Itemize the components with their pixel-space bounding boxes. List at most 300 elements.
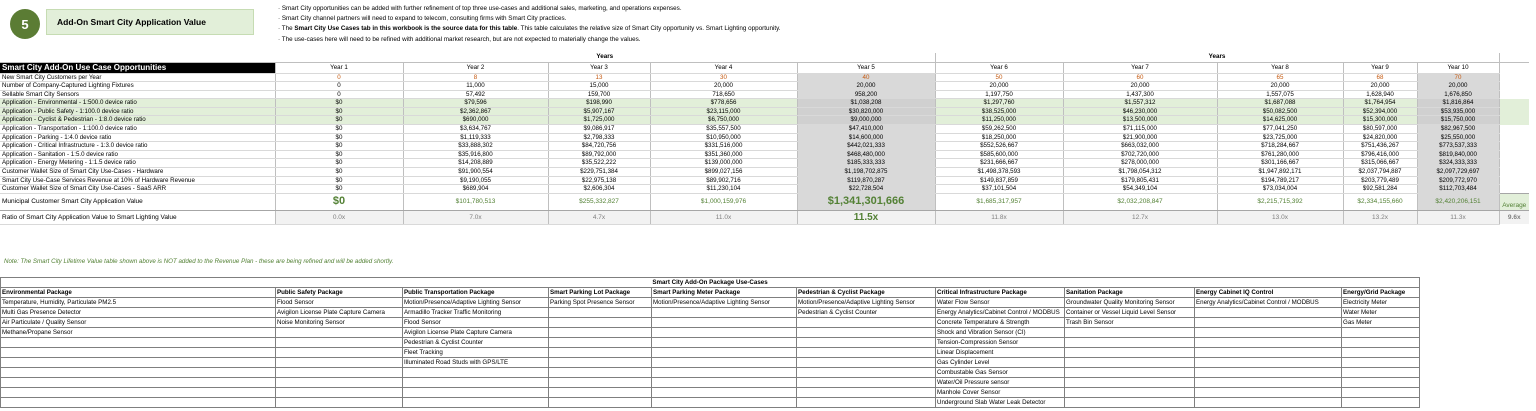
value-cell: $22,975,138 bbox=[548, 176, 650, 185]
package-item bbox=[1342, 398, 1420, 408]
value-cell: $18,250,000 bbox=[935, 133, 1063, 142]
package-item bbox=[797, 388, 936, 398]
package-row bbox=[1, 328, 1420, 338]
package-header: Critical Infrastructure Package bbox=[936, 288, 1065, 298]
value-cell: $0 bbox=[275, 142, 403, 151]
note-emphasis: Smart City Use Cases tab in this workbook is the source data for this table bbox=[294, 25, 518, 33]
package-item bbox=[1, 338, 276, 348]
value-cell: $1,764,954 bbox=[1343, 99, 1417, 108]
value-cell: $1,947,892,171 bbox=[1217, 168, 1343, 177]
value-cell: $0 bbox=[275, 176, 403, 185]
value-cell: $101,780,513 bbox=[403, 193, 548, 210]
package-item: Shock and Vibration Sensor (CI) bbox=[936, 328, 1065, 338]
value-cell: 0 bbox=[275, 90, 403, 99]
value-cell: $796,416,000 bbox=[1343, 150, 1417, 159]
package-item bbox=[797, 368, 936, 378]
value-cell: $751,436,267 bbox=[1343, 142, 1417, 151]
package-item bbox=[276, 378, 403, 388]
table-row bbox=[0, 73, 1529, 82]
package-row bbox=[1, 378, 1420, 388]
package-item bbox=[1065, 398, 1195, 408]
package-item: Flood Sensor bbox=[276, 298, 403, 308]
package-item bbox=[549, 348, 652, 358]
package-item: Container or Vessel Liquid Level Sensor bbox=[1065, 308, 1195, 318]
blank-cell bbox=[1499, 150, 1529, 159]
package-header: Pedestrian & Cyclist Package bbox=[797, 288, 936, 298]
note-text: · Smart City opportunities can be added with further refinement of top three use-cases and additional sales, marketing, and operations expenses. bbox=[278, 5, 682, 12]
value-cell: $30,820,000 bbox=[797, 107, 935, 116]
value-cell: $585,600,000 bbox=[935, 150, 1063, 159]
ratio-cell: 11.3x bbox=[1417, 210, 1499, 224]
years-group-header: Years bbox=[935, 53, 1499, 62]
package-item bbox=[1195, 368, 1342, 378]
row-label: Application - Sanitation - 1:5.0 device ratio bbox=[0, 150, 275, 159]
year-header: Year 2 bbox=[403, 62, 548, 73]
value-cell: $23,115,000 bbox=[650, 107, 797, 116]
ratio-cell: 13.2x bbox=[1343, 210, 1417, 224]
use-case-table bbox=[0, 53, 1529, 225]
package-item bbox=[1195, 378, 1342, 388]
value-cell: 20,000 bbox=[1217, 82, 1343, 91]
package-item bbox=[797, 338, 936, 348]
value-cell: $1,685,317,957 bbox=[935, 193, 1063, 210]
table-row bbox=[0, 176, 1529, 185]
package-item bbox=[276, 388, 403, 398]
revenue-plan-note: Note: The Smart City Lifetime Value table shown above is NOT added to the Revenue Plan - these are being refined and will be added shortly. bbox=[4, 258, 394, 265]
package-item: Avigilon License Plate Capture Camera bbox=[276, 308, 403, 318]
package-item bbox=[652, 328, 797, 338]
package-item bbox=[797, 348, 936, 358]
package-item: Water/Oil Pressure sensor bbox=[936, 378, 1065, 388]
value-cell: $2,362,867 bbox=[403, 107, 548, 116]
note-text: · Smart City channel partners will need to expand to telecom, consulting firms with Smart City practices. bbox=[278, 15, 567, 23]
blank-cell bbox=[1499, 125, 1529, 134]
value-cell: $301,166,667 bbox=[1217, 159, 1343, 168]
value-cell: $331,516,000 bbox=[650, 142, 797, 151]
value-cell: $468,480,000 bbox=[797, 150, 935, 159]
package-item bbox=[1065, 378, 1195, 388]
package-item: Energy Analytics/Cabinet Control / MODBUS bbox=[1195, 298, 1342, 308]
row-label: Number of Company-Captured Lighting Fixtures bbox=[0, 82, 275, 91]
row-label: Customer Wallet Size of Smart City Use-Cases - SaaS ARR bbox=[0, 185, 275, 194]
table-title: Smart City Add-On Use Case Opportunities bbox=[0, 62, 275, 73]
package-item bbox=[797, 358, 936, 368]
value-cell: $5,907,167 bbox=[548, 107, 650, 116]
value-cell: $38,525,000 bbox=[935, 107, 1063, 116]
package-item bbox=[797, 398, 936, 408]
value-cell: $3,634,767 bbox=[403, 125, 548, 134]
package-item bbox=[652, 398, 797, 408]
value-cell: $79,596 bbox=[403, 99, 548, 108]
package-table bbox=[0, 277, 1420, 408]
package-item bbox=[549, 338, 652, 348]
value-cell: $2,334,155,660 bbox=[1343, 193, 1417, 210]
value-cell: $33,888,302 bbox=[403, 142, 548, 151]
value-cell: $231,666,667 bbox=[935, 159, 1063, 168]
package-item bbox=[1065, 368, 1195, 378]
value-cell: $663,032,000 bbox=[1063, 142, 1217, 151]
package-item bbox=[1, 348, 276, 358]
package-item bbox=[1195, 308, 1342, 318]
value-cell: $1,725,000 bbox=[548, 116, 650, 125]
value-cell: $22,728,504 bbox=[797, 185, 935, 194]
value-cell: $37,101,504 bbox=[935, 185, 1063, 194]
value-cell: $773,537,333 bbox=[1417, 142, 1499, 151]
value-cell: $2,032,208,847 bbox=[1063, 193, 1217, 210]
package-item: Energy Analytics/Cabinet Control / MODBUS bbox=[936, 308, 1065, 318]
package-item bbox=[1195, 338, 1342, 348]
value-cell: $0 bbox=[275, 159, 403, 168]
average-label: Average bbox=[1499, 193, 1529, 210]
value-cell: 60 bbox=[1063, 73, 1217, 82]
package-row bbox=[1, 338, 1420, 348]
package-item bbox=[797, 318, 936, 328]
year-header: Year 5 bbox=[797, 62, 935, 73]
value-cell: $1,557,312 bbox=[1063, 99, 1217, 108]
note-line bbox=[278, 14, 978, 24]
value-cell: $149,837,859 bbox=[935, 176, 1063, 185]
blank-cell bbox=[1499, 107, 1529, 116]
note-line bbox=[278, 35, 978, 45]
blank-cell bbox=[1499, 116, 1529, 125]
value-cell: $89,902,716 bbox=[650, 176, 797, 185]
value-cell: $59,262,500 bbox=[935, 125, 1063, 134]
value-cell: 65 bbox=[1217, 73, 1343, 82]
package-item bbox=[1195, 358, 1342, 368]
value-cell: $35,522,222 bbox=[548, 159, 650, 168]
year-header: Year 4 bbox=[650, 62, 797, 73]
municipal-value-row bbox=[0, 193, 1529, 210]
value-cell: $11,230,104 bbox=[650, 185, 797, 194]
value-cell: $84,720,756 bbox=[548, 142, 650, 151]
package-item bbox=[549, 378, 652, 388]
package-item bbox=[549, 308, 652, 318]
package-item bbox=[1342, 348, 1420, 358]
row-label: Application - Transportation - 1:100.0 device ratio bbox=[0, 125, 275, 134]
note-text: . This table calculates the relative size of Smart City opportunity vs. Smart Lighting opportunity. bbox=[517, 25, 781, 33]
package-item bbox=[1065, 338, 1195, 348]
table-row bbox=[0, 116, 1529, 125]
years-group-header: Years bbox=[275, 53, 935, 62]
package-header: Sanitation Package bbox=[1065, 288, 1195, 298]
ratio-cell: 11.5x bbox=[797, 210, 935, 224]
year-header: Year 6 bbox=[935, 62, 1063, 73]
package-item bbox=[652, 338, 797, 348]
row-label: Application - Cyclist & Pedestrian - 1:8.0 device ratio bbox=[0, 116, 275, 125]
package-item bbox=[1065, 388, 1195, 398]
row-label: Application - Energy Metering - 1:1.5 device ratio bbox=[0, 159, 275, 168]
step-number-badge: 5 bbox=[10, 9, 40, 39]
value-cell: $50,082,500 bbox=[1217, 107, 1343, 116]
value-cell: $198,990 bbox=[548, 99, 650, 108]
note-line bbox=[278, 24, 978, 34]
value-cell: 11,000 bbox=[403, 82, 548, 91]
package-row bbox=[1, 318, 1420, 328]
value-cell: $552,526,667 bbox=[935, 142, 1063, 151]
value-cell: 1,676,850 bbox=[1417, 90, 1499, 99]
package-item bbox=[1195, 388, 1342, 398]
package-item: Tension-Compression Sensor bbox=[936, 338, 1065, 348]
year-header: Year 7 bbox=[1063, 62, 1217, 73]
package-item: Groundwater Quality Monitoring Sensor bbox=[1065, 298, 1195, 308]
value-cell: $1,119,333 bbox=[403, 133, 548, 142]
value-cell: 40 bbox=[797, 73, 935, 82]
value-cell: $179,805,431 bbox=[1063, 176, 1217, 185]
value-cell: $185,333,333 bbox=[797, 159, 935, 168]
package-item bbox=[1, 358, 276, 368]
value-cell: 718,650 bbox=[650, 90, 797, 99]
package-header-row bbox=[1, 288, 1420, 298]
value-cell: $112,703,484 bbox=[1417, 185, 1499, 194]
value-cell: $1,498,378,593 bbox=[935, 168, 1063, 177]
package-item bbox=[652, 308, 797, 318]
blank-cell bbox=[1499, 82, 1529, 91]
package-item: Pedestrian & Cyclist Counter bbox=[797, 308, 936, 318]
package-item: Flood Sensor bbox=[403, 318, 549, 328]
value-cell: $689,904 bbox=[403, 185, 548, 194]
year-header: Year 8 bbox=[1217, 62, 1343, 73]
package-header: Energy/Grid Package bbox=[1342, 288, 1420, 298]
value-cell: $52,394,000 bbox=[1343, 107, 1417, 116]
blank-cell bbox=[1499, 159, 1529, 168]
ratio-cell: 12.7x bbox=[1063, 210, 1217, 224]
value-cell: $11,250,000 bbox=[935, 116, 1063, 125]
table-row bbox=[0, 185, 1529, 194]
package-row bbox=[1, 368, 1420, 378]
value-cell: 20,000 bbox=[1063, 82, 1217, 91]
value-cell: 13 bbox=[548, 73, 650, 82]
value-cell: $73,034,004 bbox=[1217, 185, 1343, 194]
value-cell: $15,300,000 bbox=[1343, 116, 1417, 125]
value-cell: $89,792,000 bbox=[548, 150, 650, 159]
value-cell: $46,230,000 bbox=[1063, 107, 1217, 116]
package-item bbox=[1, 398, 276, 408]
row-label: Municipal Customer Smart City Application Value bbox=[0, 193, 275, 210]
package-item bbox=[549, 328, 652, 338]
package-item bbox=[403, 398, 549, 408]
package-item bbox=[276, 328, 403, 338]
value-cell: $2,606,304 bbox=[548, 185, 650, 194]
value-cell: $1,341,301,666 bbox=[797, 193, 935, 210]
value-cell: $0 bbox=[275, 116, 403, 125]
table-row bbox=[0, 82, 1529, 91]
value-cell: 15,000 bbox=[548, 82, 650, 91]
package-item bbox=[403, 378, 549, 388]
package-item bbox=[1195, 348, 1342, 358]
package-item bbox=[1342, 368, 1420, 378]
package-header: Smart Parking Lot Package bbox=[549, 288, 652, 298]
value-cell: 0 bbox=[275, 82, 403, 91]
ratio-cell: 13.0x bbox=[1217, 210, 1343, 224]
value-cell: $778,656 bbox=[650, 99, 797, 108]
value-cell: $194,789,217 bbox=[1217, 176, 1343, 185]
value-cell: $139,000,000 bbox=[650, 159, 797, 168]
package-item: Noise Monitoring Sensor bbox=[276, 318, 403, 328]
table-row bbox=[0, 150, 1529, 159]
value-cell: $77,041,250 bbox=[1217, 125, 1343, 134]
table-row bbox=[0, 125, 1529, 134]
blank-cell bbox=[1499, 168, 1529, 177]
value-cell: $702,720,000 bbox=[1063, 150, 1217, 159]
section-title: Add-On Smart City Application Value bbox=[46, 9, 254, 35]
table-row bbox=[0, 133, 1529, 142]
package-item: Underground Slab Water Leak Detector bbox=[936, 398, 1065, 408]
value-cell: $15,750,000 bbox=[1417, 116, 1499, 125]
table-row bbox=[0, 142, 1529, 151]
value-cell: 30 bbox=[650, 73, 797, 82]
package-item: Electricity Meter bbox=[1342, 298, 1420, 308]
package-item bbox=[276, 358, 403, 368]
value-cell: $324,333,333 bbox=[1417, 159, 1499, 168]
package-item bbox=[276, 398, 403, 408]
value-cell: 20,000 bbox=[797, 82, 935, 91]
value-cell: $278,000,000 bbox=[1063, 159, 1217, 168]
package-item bbox=[549, 388, 652, 398]
year-header: Year 1 bbox=[275, 62, 403, 73]
package-item: Avigilon License Plate Capture Camera bbox=[403, 328, 549, 338]
value-cell: $1,000,159,976 bbox=[650, 193, 797, 210]
value-cell: 1,557,075 bbox=[1217, 90, 1343, 99]
package-item: Concrete Temperature & Strength bbox=[936, 318, 1065, 328]
value-cell: $9,190,055 bbox=[403, 176, 548, 185]
value-cell: $80,597,000 bbox=[1343, 125, 1417, 134]
value-cell: $2,215,715,392 bbox=[1217, 193, 1343, 210]
package-table-title: Smart City Add-On Package Use-Cases bbox=[1, 278, 1420, 288]
package-item bbox=[797, 328, 936, 338]
package-item bbox=[276, 368, 403, 378]
value-cell: 68 bbox=[1343, 73, 1417, 82]
value-cell: 1,197,750 bbox=[935, 90, 1063, 99]
package-item: Linear Displacement bbox=[936, 348, 1065, 358]
package-item bbox=[1065, 358, 1195, 368]
value-cell: $229,751,384 bbox=[548, 168, 650, 177]
package-item bbox=[403, 388, 549, 398]
value-cell: $6,750,000 bbox=[650, 116, 797, 125]
package-item bbox=[1195, 328, 1342, 338]
ratio-cell: 11.0x bbox=[650, 210, 797, 224]
value-cell: $1,038,208 bbox=[797, 99, 935, 108]
value-cell: $209,772,970 bbox=[1417, 176, 1499, 185]
value-cell: 57,492 bbox=[403, 90, 548, 99]
value-cell: $819,840,000 bbox=[1417, 150, 1499, 159]
package-row bbox=[1, 298, 1420, 308]
value-cell: $14,208,889 bbox=[403, 159, 548, 168]
value-cell: $13,500,000 bbox=[1063, 116, 1217, 125]
package-item bbox=[652, 378, 797, 388]
package-item bbox=[797, 378, 936, 388]
value-cell: $14,600,000 bbox=[797, 133, 935, 142]
value-cell: $92,581,284 bbox=[1343, 185, 1417, 194]
row-label: Application - Critical Infrastructure - 1:3.0 device ratio bbox=[0, 142, 275, 151]
row-label: Sellable Smart City Sensors bbox=[0, 90, 275, 99]
main-table-container bbox=[0, 53, 1536, 225]
package-item bbox=[1, 378, 276, 388]
value-cell: $2,420,206,151 bbox=[1417, 193, 1499, 210]
value-cell: $1,198,702,875 bbox=[797, 168, 935, 177]
row-label: Ratio of Smart City Application Value to Smart Lighting Value bbox=[0, 210, 275, 224]
value-cell: $0 bbox=[275, 107, 403, 116]
value-cell: $14,625,000 bbox=[1217, 116, 1343, 125]
row-label: Application - Public Safety - 1:100.0 device ratio bbox=[0, 107, 275, 116]
ratio-cell: 4.7x bbox=[548, 210, 650, 224]
ratio-cell: 11.8x bbox=[935, 210, 1063, 224]
blank-cell bbox=[1499, 133, 1529, 142]
table-row bbox=[0, 168, 1529, 177]
package-item bbox=[652, 318, 797, 328]
package-item bbox=[652, 388, 797, 398]
package-item: Trash Bin Sensor bbox=[1065, 318, 1195, 328]
package-item: Motion/Presence/Adaptive Lighting Sensor bbox=[652, 298, 797, 308]
blank-cell bbox=[1499, 73, 1529, 82]
value-cell: $1,798,054,312 bbox=[1063, 168, 1217, 177]
value-cell: $54,349,104 bbox=[1063, 185, 1217, 194]
package-item: Combustable Gas Sensor bbox=[936, 368, 1065, 378]
value-cell: $1,687,088 bbox=[1217, 99, 1343, 108]
average-ratio-value: 9.6x bbox=[1499, 210, 1529, 224]
blank-cell bbox=[1499, 90, 1529, 99]
blank-cell bbox=[1499, 99, 1529, 108]
table-row bbox=[0, 107, 1529, 116]
package-table-container bbox=[0, 277, 1420, 408]
year-header: Year 9 bbox=[1343, 62, 1417, 73]
note-text: · The use-cases here will need to be refined with additional market research, but are not expected to materially change the values. bbox=[278, 35, 641, 43]
blank-cell bbox=[1499, 176, 1529, 185]
value-cell: $1,816,864 bbox=[1417, 99, 1499, 108]
value-cell: $0 bbox=[275, 125, 403, 134]
value-cell: $53,935,000 bbox=[1417, 107, 1499, 116]
blank-cell bbox=[0, 53, 275, 62]
package-header: Public Transportation Package bbox=[403, 288, 549, 298]
package-item bbox=[549, 318, 652, 328]
value-cell: $1,297,760 bbox=[935, 99, 1063, 108]
package-row bbox=[1, 348, 1420, 358]
value-cell: $0 bbox=[275, 185, 403, 194]
value-cell: 8 bbox=[403, 73, 548, 82]
package-item: Water Flow Sensor bbox=[936, 298, 1065, 308]
value-cell: $899,027,156 bbox=[650, 168, 797, 177]
value-cell: $24,820,000 bbox=[1343, 133, 1417, 142]
value-cell: $690,000 bbox=[403, 116, 548, 125]
value-cell: 159,700 bbox=[548, 90, 650, 99]
package-item bbox=[403, 368, 549, 378]
note-line bbox=[278, 4, 978, 14]
value-cell: $315,066,667 bbox=[1343, 159, 1417, 168]
value-cell: 50 bbox=[935, 73, 1063, 82]
value-cell: 1,628,940 bbox=[1343, 90, 1417, 99]
value-cell: $0 bbox=[275, 133, 403, 142]
package-item: Fleet Tracking bbox=[403, 348, 549, 358]
package-item: Air Particulate / Quality Sensor bbox=[1, 318, 276, 328]
package-item: Gas Cylinder Level bbox=[936, 358, 1065, 368]
value-cell: $255,332,827 bbox=[548, 193, 650, 210]
value-cell: 0 bbox=[275, 73, 403, 82]
package-item bbox=[549, 358, 652, 368]
package-item: Motion/Presence/Adaptive Lighting Sensor bbox=[797, 298, 936, 308]
package-row bbox=[1, 308, 1420, 318]
value-cell: $718,284,667 bbox=[1217, 142, 1343, 151]
package-row bbox=[1, 358, 1420, 368]
value-cell: 958,200 bbox=[797, 90, 935, 99]
value-cell: $0 bbox=[275, 99, 403, 108]
package-item bbox=[549, 368, 652, 378]
blank-cell bbox=[1499, 185, 1529, 194]
value-cell: 20,000 bbox=[1417, 82, 1499, 91]
package-item bbox=[1065, 328, 1195, 338]
value-cell: $23,725,000 bbox=[1217, 133, 1343, 142]
value-cell: $10,950,000 bbox=[650, 133, 797, 142]
package-item bbox=[276, 338, 403, 348]
year-header: Year 3 bbox=[548, 62, 650, 73]
